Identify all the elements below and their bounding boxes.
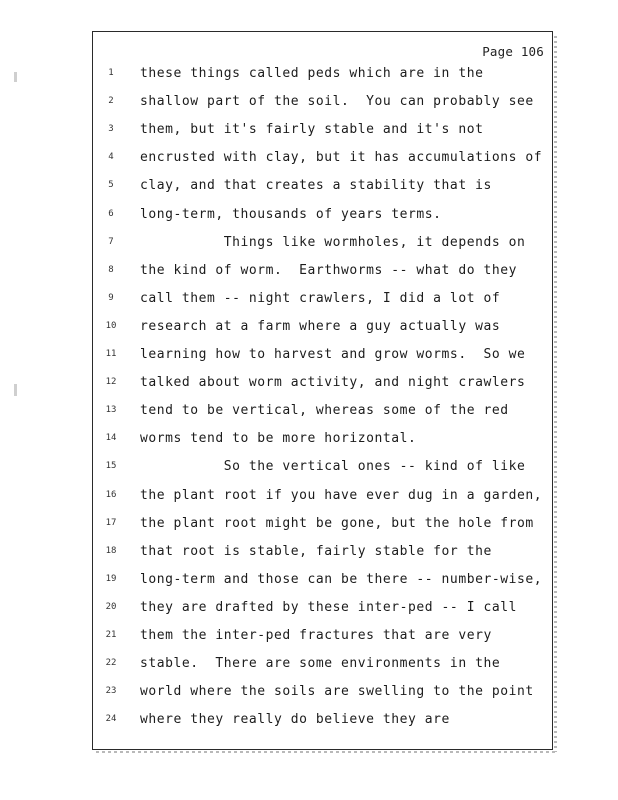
line-text: shallow part of the soil. You can probably see — [140, 94, 534, 110]
transcript-line — [0, 712, 618, 732]
transcript-line — [0, 291, 618, 311]
transcript-line — [0, 488, 618, 508]
transcript-line — [0, 572, 618, 592]
transcript-line — [0, 403, 618, 423]
line-text: learning how to harvest and grow worms. So we — [140, 347, 526, 362]
line-text: they are drafted by these inter-ped -- I call — [140, 599, 517, 615]
line-text: that root is stable, fairly stable for the — [140, 543, 492, 559]
transcript-line — [0, 150, 618, 170]
line-text: clay, and that creates a stability that is — [140, 178, 492, 194]
line-number: 2 — [108, 96, 114, 107]
line-number: 17 — [105, 517, 117, 528]
transcript-line — [0, 122, 618, 142]
line-text: them the inter-ped fractures that are very — [140, 628, 492, 643]
line-text: Things like wormholes, it depends on — [140, 234, 526, 250]
line-number: 7 — [108, 236, 114, 247]
transcript-line — [0, 235, 618, 255]
line-text: talked about worm activity, and night crawlers — [140, 375, 526, 391]
transcript-line — [0, 375, 618, 395]
transcript-line — [0, 600, 618, 620]
line-text: encrusted with clay, but it has accumulations of — [140, 150, 543, 166]
line-number: 18 — [105, 545, 117, 556]
line-text: long-term, thousands of years terms. — [140, 206, 442, 222]
line-number: 15 — [105, 461, 117, 472]
line-text: long-term and those can be there -- number-wise, — [140, 571, 543, 587]
scan-edge-shadow-bottom — [96, 751, 558, 753]
line-number: 23 — [105, 686, 117, 697]
transcript-line — [0, 459, 618, 479]
transcript-line — [0, 263, 618, 283]
line-text: the plant root might be gone, but the hole from — [140, 515, 534, 531]
transcript-line — [0, 319, 618, 339]
transcript-line — [0, 347, 618, 367]
transcript-line — [0, 628, 618, 648]
transcript-line — [0, 516, 618, 536]
line-number: 8 — [108, 264, 114, 275]
line-number: 6 — [108, 208, 114, 219]
line-text: So the vertical ones -- kind of like — [140, 459, 526, 475]
line-text: these things called peds which are in the — [140, 66, 484, 81]
transcript-line — [0, 684, 618, 704]
line-text: tend to be vertical, whereas some of the red — [140, 403, 509, 419]
line-number: 24 — [105, 714, 117, 725]
line-text: worms tend to be more horizontal. — [140, 431, 417, 447]
line-number: 19 — [105, 573, 117, 584]
transcript-line — [0, 431, 618, 451]
transcript-line — [0, 178, 618, 198]
transcript-line — [0, 656, 618, 676]
line-number: 3 — [108, 124, 114, 135]
line-text: world where the soils are swelling to the point — [140, 684, 534, 700]
line-number: 11 — [105, 349, 117, 359]
line-number: 9 — [108, 292, 114, 303]
line-number: 1 — [108, 68, 114, 78]
transcript-line — [0, 544, 618, 564]
transcript-line — [0, 207, 618, 227]
line-number: 12 — [105, 377, 117, 388]
line-number: 5 — [108, 180, 114, 191]
line-text: them, but it's fairly stable and it's not — [140, 122, 484, 138]
line-text: the kind of worm. Earthworms -- what do they — [140, 262, 517, 278]
line-number: 22 — [105, 658, 117, 669]
line-text: where they really do believe they are — [140, 712, 450, 728]
line-number: 10 — [105, 320, 117, 331]
line-number: 20 — [105, 601, 117, 612]
line-number: 21 — [105, 630, 117, 640]
line-number: 4 — [108, 152, 114, 163]
line-number: 13 — [105, 405, 117, 416]
page-number: Page 106 — [482, 44, 544, 59]
line-text: the plant root if you have ever dug in a garden, — [140, 487, 543, 503]
line-text: research at a farm where a guy actually was — [140, 318, 501, 334]
transcript-line — [0, 94, 618, 114]
line-number: 14 — [105, 433, 117, 444]
transcript-line — [0, 66, 618, 86]
line-text: stable. There are some environments in the — [140, 656, 501, 672]
line-number: 16 — [105, 489, 117, 500]
line-text: call them -- night crawlers, I did a lot of — [140, 290, 501, 306]
